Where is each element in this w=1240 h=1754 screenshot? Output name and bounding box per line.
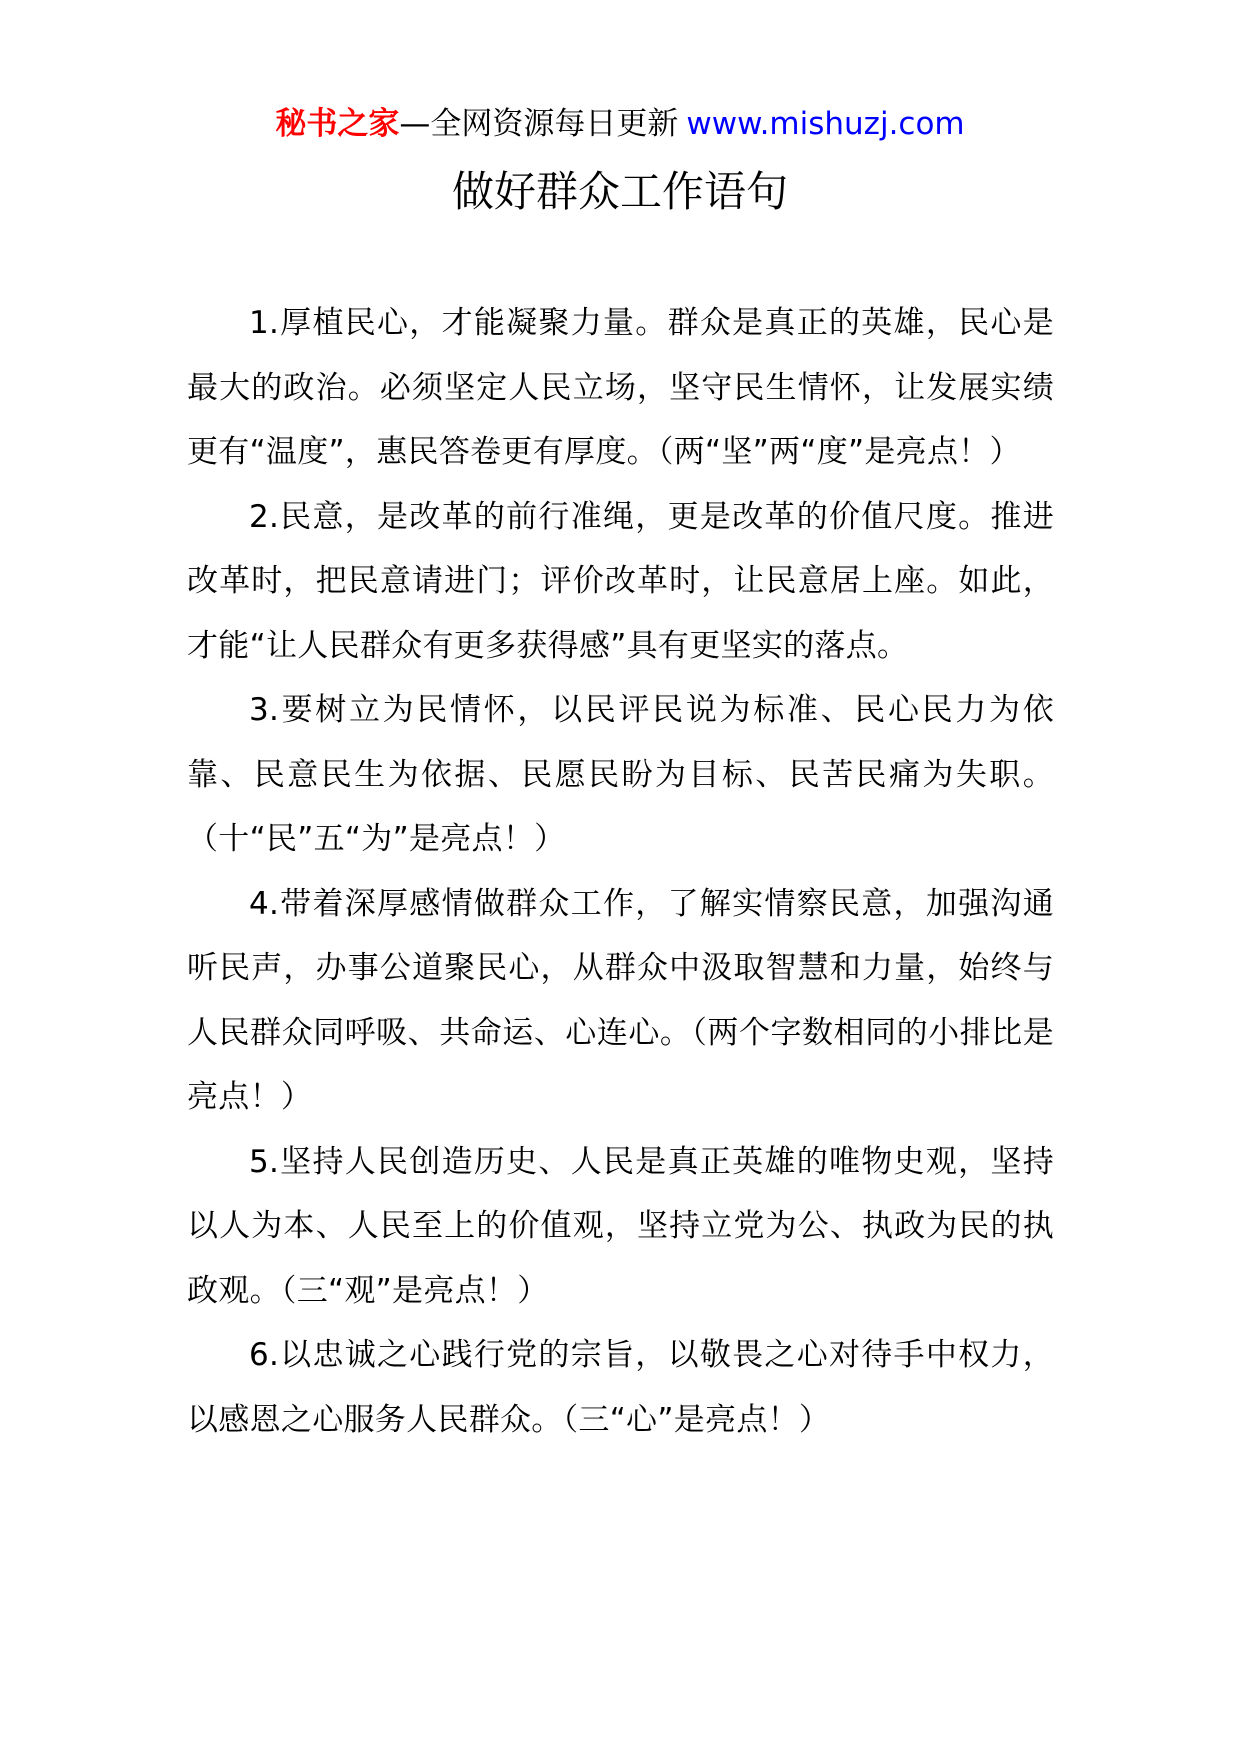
- paragraph-6: 6.以忠诚之心践行党的宗旨，以敬畏之心对待手中权力，以感恩之心服务人民群众。（三“心”是亮点！）: [187, 1337, 1054, 1438]
- site-header: [0, 104, 1240, 144]
- paragraph-2: 2.民意，是改革的前行准绳，更是改革的价值尺度。推进改革时，把民意请进门；评价改革时，让民意居上座。如此，才能“让人民群众有更多获得感”具有更坚实的落点。: [187, 498, 1054, 664]
- brand-name: 秘书之家: [275, 106, 400, 142]
- paragraph-5: 5.坚持人民创造历史、人民是真正英雄的唯物史观，坚持以人为本、人民至上的价值观，坚持立党为公、执政为民的执政观。（三“观”是亮点！）: [187, 1143, 1054, 1309]
- paragraph-1: 1.厚植民心，才能凝聚力量。群众是真正的英雄，民心是最大的政治。必须坚定人民立场，坚守民生情怀，让发展实绩更有“温度”，惠民答卷更有厚度。（两“坚”两“度”是亮点！）: [187, 305, 1054, 470]
- document-title: 做好群众工作语句: [451, 167, 788, 216]
- document-body: [187, 291, 1054, 1452]
- paragraph-3: 3.要树立为民情怀，以民评民说为标准、民心民力为依靠、民意民生为依据、民愿民盼为目标、民苦民痛为失职。（十“民”五“为”是亮点！）: [187, 692, 1054, 857]
- paragraph-4: 4.带着深厚感情做群众工作，了解实情察民意，加强沟通听民声，办事公道聚民心，从群众中汲取智慧和力量，始终与人民群众同呼吸、共命运、心连心。（两个字数相同的小排比是亮点！）: [187, 885, 1054, 1115]
- header-tagline: —全网资源每日更新: [399, 106, 679, 142]
- site-url-link[interactable]: www.mishuzj.com: [686, 106, 965, 142]
